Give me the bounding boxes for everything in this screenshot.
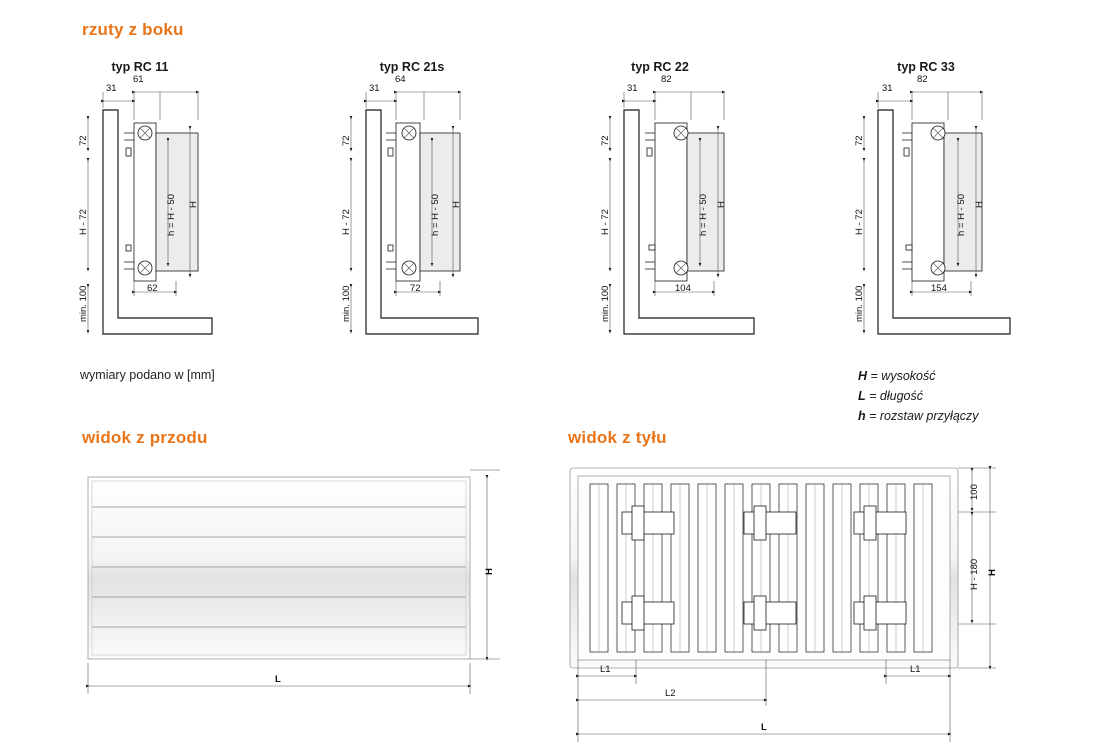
section-title-side-views: rzuty z boku [82,20,184,39]
back-dim-l1-right: L1 [910,664,921,675]
legend-symbol-h: h [858,409,866,423]
rc33-dim-top-left: 31 [882,83,893,94]
rc11-dim-inner-h: h = H - 50 [166,194,177,236]
side-view-rc33 [864,92,1010,334]
type-title-rc33: typ RC 33 [897,60,955,74]
rc21s-dim-top-left: 31 [369,83,380,94]
back-view-diagram [570,468,996,742]
rc21s-dim-bottom-width: 72 [410,283,421,294]
front-view-diagram [88,470,500,694]
rc33-dim-height-bottom: min. 100 [854,285,865,322]
side-view-rc22 [610,92,754,334]
rc21s-dim-outer-h: H [451,201,462,208]
rc21s-dim-height-top: 72 [341,135,352,146]
section-title-back-view: widok z tyłu [568,428,667,447]
rc11-dim-top-width: 61 [133,74,144,85]
back-dim-l1-left: L1 [600,664,611,675]
side-view-rc21s [351,92,478,334]
rc22-dim-top-left: 31 [627,83,638,94]
rc22-dim-height-top: 72 [600,135,611,146]
rc21s-dim-inner-h: h = H - 50 [430,194,441,236]
rc33-dim-bottom-width: 154 [931,283,947,294]
section-title-front-view: widok z przodu [82,428,208,447]
back-dim-length: L [761,722,767,733]
rc22-dim-height-bottom: min. 100 [600,285,611,322]
back-dim-top: 100 [969,484,980,500]
back-dim-height: H [987,569,998,576]
rc22-dim-height-mid: H - 72 [600,209,611,235]
rc21s-dim-top-width: 64 [395,74,406,85]
rc22-dim-top-width: 82 [661,74,672,85]
rc33-dim-height-top: 72 [854,135,865,146]
front-dim-height: H [484,568,495,575]
legend-text-h: = rozstaw przyłączy [869,409,979,423]
rc33-dim-top-width: 82 [917,74,928,85]
rc21s-dim-height-bottom: min. 100 [341,285,352,322]
back-dim-mid: H - 180 [969,558,980,590]
rc11-dim-height-top: 72 [78,135,89,146]
front-dim-length: L [275,674,281,685]
rc33-dim-inner-h: h = H - 50 [956,194,967,236]
legend-text-L: = długość [869,389,923,403]
type-title-rc22: typ RC 22 [631,60,689,74]
legend-text-H: = wysokość [870,369,936,383]
rc22-dim-inner-h: h = H - 50 [698,194,709,236]
rc11-dim-height-mid: H - 72 [78,209,89,235]
side-view-rc11 [88,92,212,334]
rc22-dim-outer-h: H [716,201,727,208]
legend-symbol-H: H [858,369,868,383]
units-note: wymiary podano w [mm] [80,368,215,382]
rc21s-dim-height-mid: H - 72 [341,209,352,235]
rc33-dim-height-mid: H - 72 [854,209,865,235]
type-title-rc21s: typ RC 21s [379,60,445,74]
back-dim-l2: L2 [665,688,676,699]
legend-symbol-L: L [858,389,866,403]
rc33-dim-outer-h: H [974,201,985,208]
rc11-dim-bottom-width: 62 [147,283,158,294]
type-title-rc11: typ RC 11 [111,60,169,74]
rc11-dim-height-bottom: min. 100 [78,285,89,322]
rc22-dim-bottom-width: 104 [675,283,691,294]
rc11-dim-top-left: 31 [106,83,117,94]
rc11-dim-outer-h: H [188,201,199,208]
